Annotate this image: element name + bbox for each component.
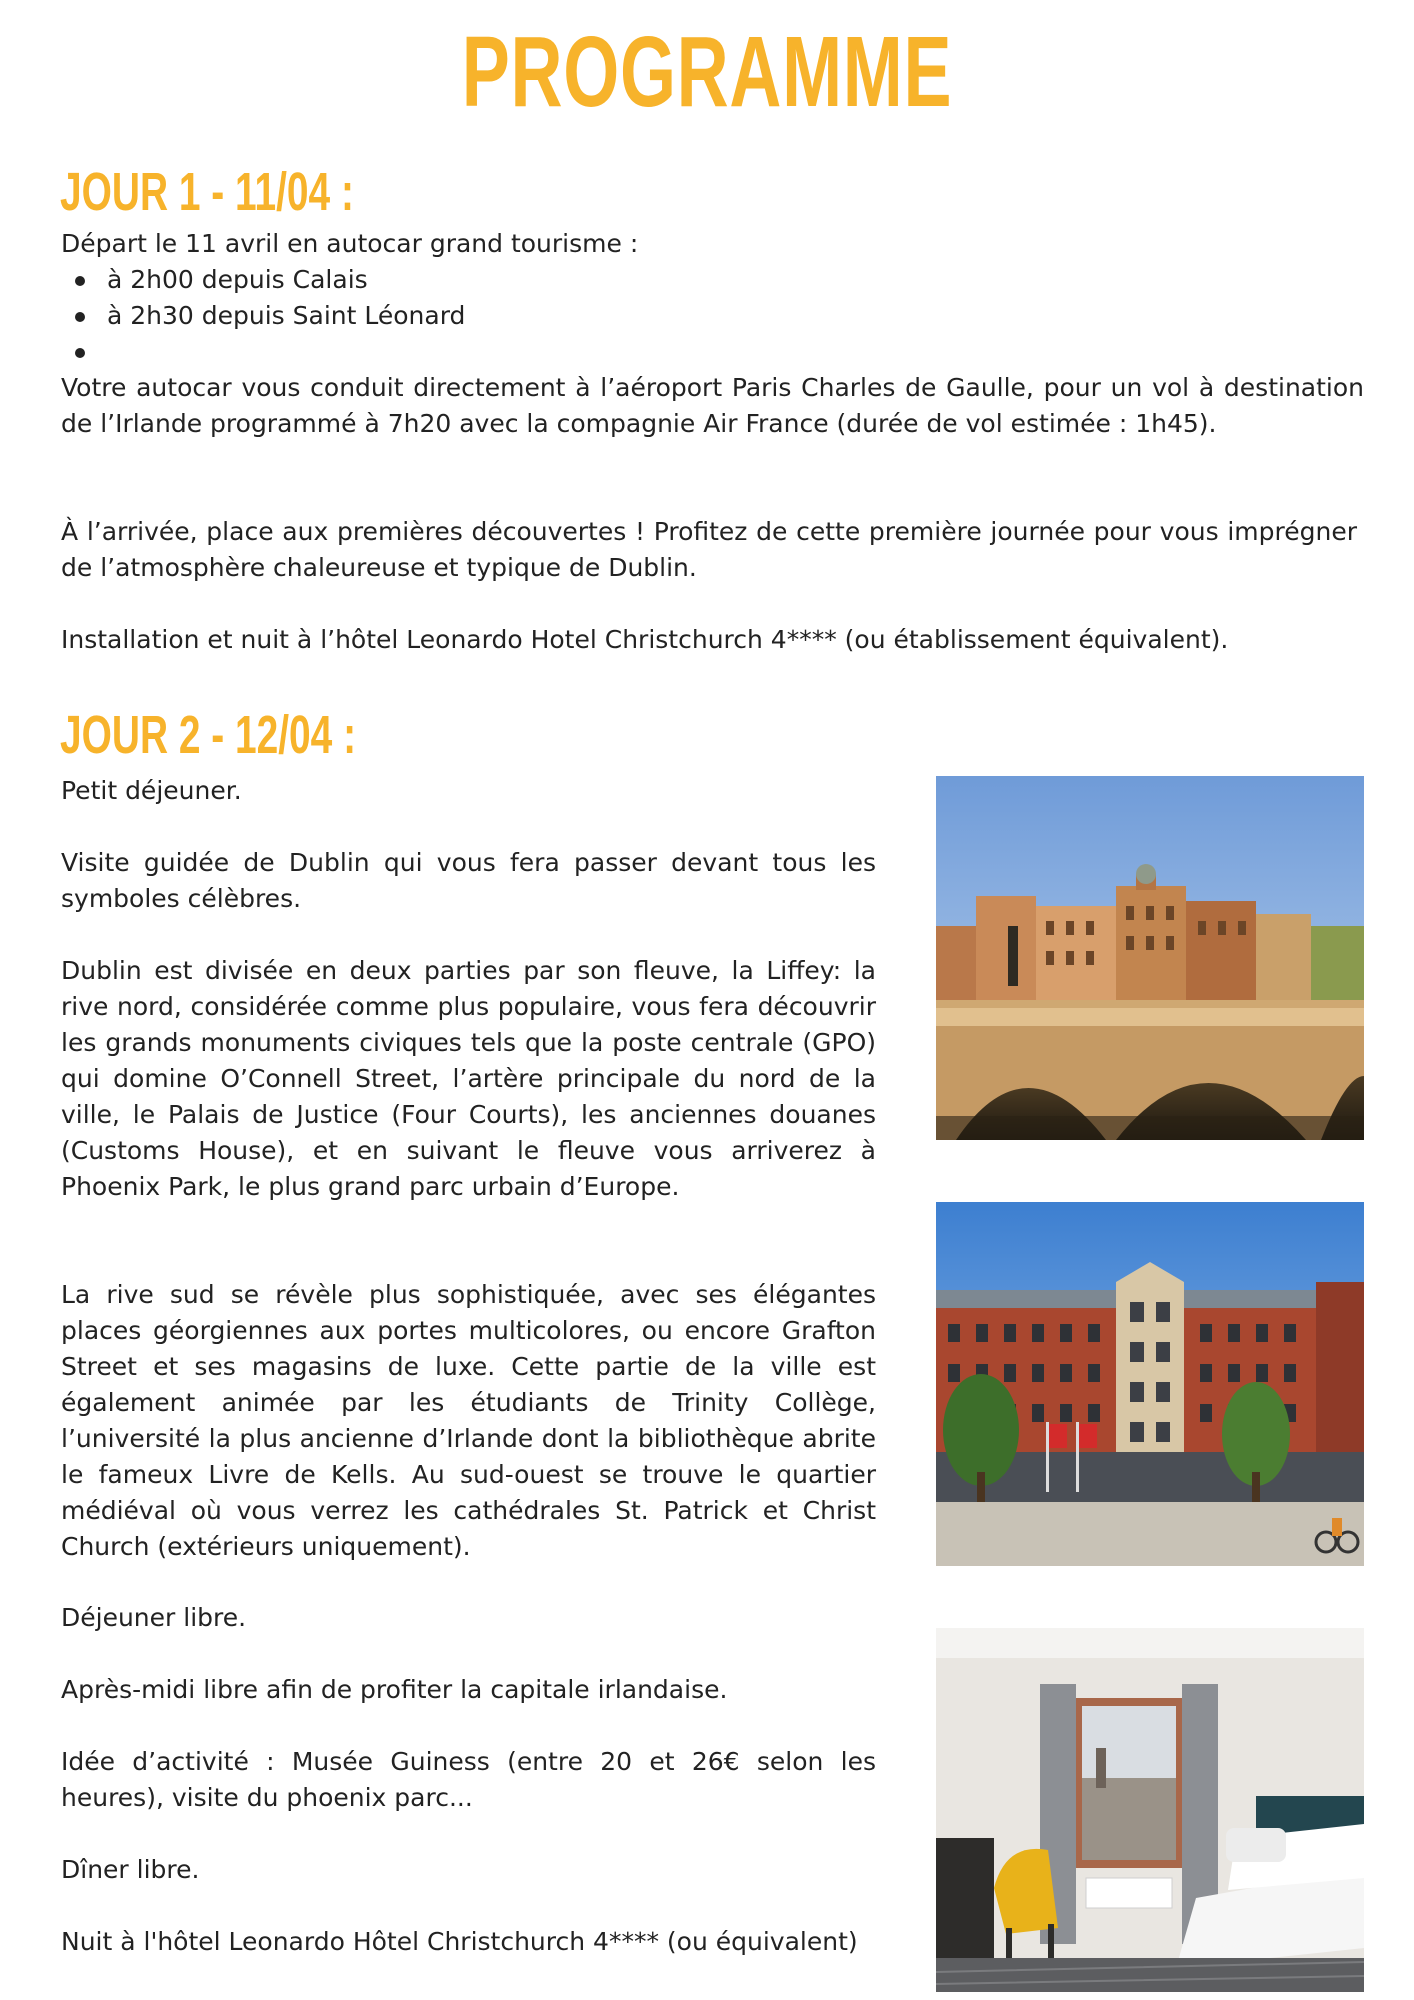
day1-hotel-paragraph: Installation et nuit à l’hôtel Leonardo Hotel Christchurch 4**** (ou établissement équivalent). bbox=[61, 625, 1229, 654]
hotel-exterior-photo bbox=[936, 1202, 1364, 1566]
hotel-room-photo bbox=[936, 1628, 1364, 1992]
day2-breakfast: Petit déjeuner. bbox=[61, 776, 242, 805]
day2-north-bank-paragraph: Dublin est divisée en deux parties par son fleuve, la Liffey: la rive nord, considérée comme plus populaire, vous fera découvrir les grands monuments civiques tels que la poste centrale (GPO) qui domine O’Connell Street, l’artère principale du nord de la ville, le Palais de Justice (Four Courts), les anciennes douanes (Customs House), et en suivant le fleuve vous arriverez à Phoenix Park, le plus grand parc urbain d’Europe. bbox=[61, 956, 876, 1201]
day1-intro: Départ le 11 avril en autocar grand tourisme : bbox=[61, 229, 639, 258]
day1-heading: JOUR 1 - 11/04 : bbox=[60, 162, 354, 222]
day1-departure-list bbox=[61, 262, 465, 370]
list-item: à 2h30 depuis Saint Léonard bbox=[61, 298, 465, 334]
list-item bbox=[61, 334, 465, 370]
day2-dinner: Dîner libre. bbox=[61, 1855, 200, 1884]
day2-activity-idea: Idée d’activité : Musée Guiness (entre 20 et 26€ selon les heures), visite du phoenix parc... bbox=[61, 1747, 876, 1812]
list-item: à 2h00 depuis Calais bbox=[61, 262, 465, 298]
dublin-bridge-photo bbox=[936, 776, 1364, 1140]
day2-south-bank-paragraph: La rive sud se révèle plus sophistiquée, avec ses élégantes places géorgiennes aux portes multicolores, ou encore Grafton Street et ses magasins de luxe. Cette partie de la ville est également animée par les étudiants de Trinity Collège, l’université la plus ancienne d’Irlande dont la bibliothèque abrite le fameux Livre de Kells. Au sud-ouest se trouve le quartier médiéval où vous verrez les cathédrales St. Patrick et Christ Church (extérieurs uniquement). bbox=[61, 1280, 876, 1561]
page-title: PROGRAMME bbox=[461, 16, 953, 128]
day1-arrival-paragraph: À l’arrivée, place aux premières découvertes ! Profitez de cette première journée pour vous imprégner de l’atmosphère chaleureuse et typique de Dublin. bbox=[61, 517, 1357, 582]
day2-heading: JOUR 2 - 12/04 : bbox=[60, 705, 357, 765]
day2-guided-tour: Visite guidée de Dublin qui vous fera passer devant tous les symboles célèbres. bbox=[61, 848, 876, 913]
day1-flight-paragraph: Votre autocar vous conduit directement à l’aéroport Paris Charles de Gaulle, pour un vol à destination de l’Irlande programmé à 7h20 avec la compagnie Air France (durée de vol estimée : 1h45). bbox=[61, 373, 1364, 438]
day2-afternoon: Après-midi libre afin de profiter la capitale irlandaise. bbox=[61, 1675, 728, 1704]
day2-lunch: Déjeuner libre. bbox=[61, 1603, 247, 1632]
day2-hotel-night: Nuit à l'hôtel Leonardo Hôtel Christchurch 4**** (ou équivalent) bbox=[61, 1927, 858, 1956]
